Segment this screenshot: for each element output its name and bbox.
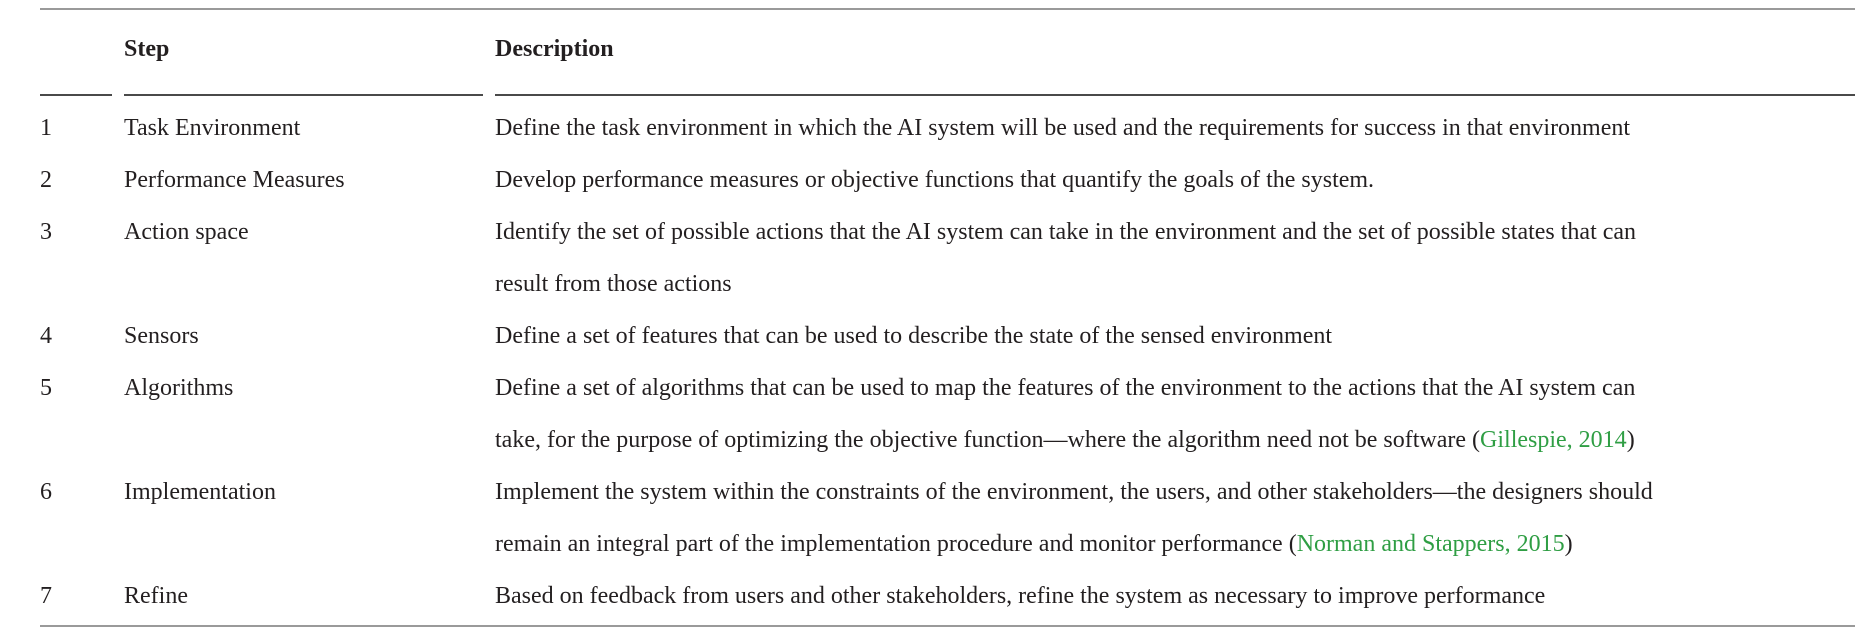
row-step-name: Refine (124, 583, 188, 609)
table-header-row (40, 34, 1855, 70)
description-text: remain an integral part of the implementation procedure and monitor performance ( (495, 531, 1297, 557)
header-rule-number (40, 94, 112, 96)
table-row (40, 310, 1855, 362)
row-description (495, 102, 1855, 154)
table-row (40, 570, 1855, 622)
row-description (495, 466, 1855, 570)
row-step-name: Action space (124, 219, 249, 245)
description-text: Implement the system within the constraints of the environment, the users, and other stakeholders—the designers should (495, 479, 1653, 505)
description-line (495, 258, 1855, 310)
table-row (40, 466, 1855, 570)
table-row (40, 362, 1855, 466)
table-body (40, 102, 1855, 622)
table-top-rule (40, 8, 1855, 10)
description-line (495, 102, 1855, 154)
description-line (495, 206, 1855, 258)
header-step: Step (124, 36, 170, 62)
row-number: 6 (40, 479, 52, 505)
description-text: Identify the set of possible actions that the AI system can take in the environment and the set of possible states that can (495, 219, 1637, 245)
description-text: Based on feedback from users and other stakeholders, refine the system as necessary to improve performance (495, 583, 1546, 609)
description-text: take, for the purpose of optimizing the objective function—where the algorithm need not be software ( (495, 427, 1481, 453)
row-step-name: Task Environment (124, 115, 301, 141)
description-text: Define the task environment in which the AI system will be used and the requirements for success in that environment (495, 115, 1631, 141)
row-description (495, 570, 1855, 622)
row-step-name: Sensors (124, 323, 199, 349)
row-step-name: Implementation (124, 479, 276, 505)
header-description: Description (495, 36, 614, 62)
description-line (495, 570, 1855, 622)
row-number: 1 (40, 115, 52, 141)
description-line (495, 518, 1855, 570)
description-text: result from those actions (495, 271, 732, 297)
header-rule-step (124, 94, 483, 96)
description-text: Develop performance measures or objective functions that quantify the goals of the system. (495, 167, 1375, 193)
header-rule-description (495, 94, 1855, 96)
table-row (40, 102, 1855, 154)
table-row (40, 206, 1855, 310)
row-step-name: Performance Measures (124, 167, 345, 193)
description-text: Define a set of features that can be used to describe the state of the sensed environment (495, 323, 1333, 349)
description-text: Define a set of algorithms that can be used to map the features of the environment to the actions that the AI system can (495, 375, 1636, 401)
table-bottom-rule (40, 625, 1855, 627)
row-description (495, 362, 1855, 466)
description-text-end: ) (1564, 531, 1573, 557)
description-line (495, 414, 1855, 466)
row-number: 5 (40, 375, 52, 401)
row-step-name: Algorithms (124, 375, 234, 401)
table-row (40, 154, 1855, 206)
description-text-end: ) (1626, 427, 1635, 453)
row-number: 4 (40, 323, 52, 349)
citation-link[interactable]: Norman and Stappers, 2015 (1296, 531, 1565, 557)
description-line (495, 466, 1855, 518)
description-line (495, 362, 1855, 414)
citation-link[interactable]: Gillespie, 2014 (1480, 427, 1627, 453)
row-description (495, 310, 1855, 362)
row-description (495, 206, 1855, 310)
row-number: 2 (40, 167, 52, 193)
description-line (495, 310, 1855, 362)
row-number: 7 (40, 583, 52, 609)
row-description (495, 154, 1855, 206)
description-line (495, 154, 1855, 206)
row-number: 3 (40, 219, 52, 245)
